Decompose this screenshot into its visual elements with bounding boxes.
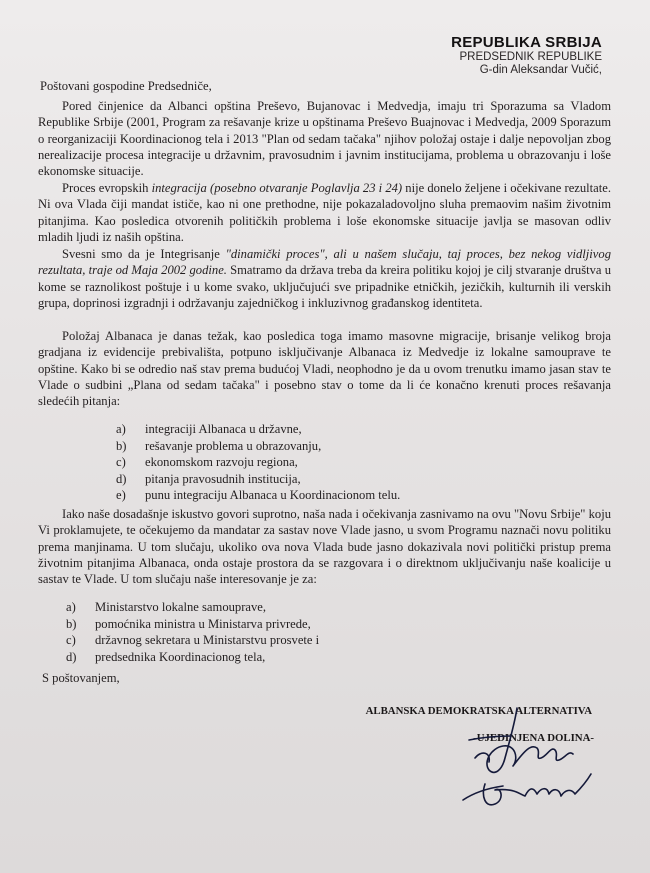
recipient-title: REPUBLIKA SRBIJA xyxy=(451,34,602,51)
closing: S poštovanjem, xyxy=(42,671,120,685)
signature-stroke xyxy=(487,708,573,772)
list-marker: b) xyxy=(66,616,77,631)
list-item-text: punu integraciju Albanaca u Koordinacionom telu. xyxy=(145,488,401,503)
list-marker: d) xyxy=(116,471,127,486)
letter-header xyxy=(451,34,602,77)
recipient-office: PREDSEDNIK REPUBLIKE xyxy=(459,51,602,63)
list-marker: d) xyxy=(66,649,77,664)
paragraph-3-part-a: Svesni smo da je Integrisanje xyxy=(62,247,226,261)
paragraph-2-emphasis: integracija (posebno otvaranje Poglavlja 23 i 24) xyxy=(151,181,403,195)
list-marker: b) xyxy=(116,438,127,453)
list-item-text: ekonomskom razvoju regiona, xyxy=(145,455,298,470)
paragraph-4: Položaj Albanaca je danas težak, kao posledica toga imamo masovne migracije, brisanje velikog broja gradjana iz evidencije prebivališta, potpuno isključivanje Albanaca iz Medvedje iz lokalne samouprave te opštine. Kako bi se odredio naš stav prema budućoj Vladi, neophodno je da u ovom trenutku imamo jasan stav te Vlade o sudbini „Plana od sedam tačaka" i posebno stav o tome da li će konačno krenuti proces rešavanja sledećih pitanja: xyxy=(38,329,611,409)
list-item xyxy=(116,487,400,504)
paragraph-3-part-c: Smatramo da država treba da kreira politiku kojoj je cilj stvaranje društva u kome se raznolikost poštuje i u kome svako, uključujući sve pripadnike etničkih, jezičkih, kulturnih ili verskih grupa, doprinosi izgradnji i održavanju zajedničkog i inkluzivnog građanskog identiteta. xyxy=(38,263,611,310)
list-item xyxy=(66,632,319,649)
list-item-text: integraciji Albanaca u državne, xyxy=(145,422,302,436)
list-marker: a) xyxy=(66,600,76,614)
paragraph-2-part-a: Proces evropskih xyxy=(62,181,152,195)
list-item-text: državnog sekretara u Ministarstvu prosvete i xyxy=(95,633,320,648)
issues-list xyxy=(116,421,400,504)
list-item xyxy=(66,649,319,666)
organization-name: ALBANSKA DEMOKRATSKA ALTERNATIVA xyxy=(365,705,592,717)
list-item xyxy=(66,599,319,616)
paragraph-3 xyxy=(38,246,611,311)
list-item-text: rešavanje problema u obrazovanju, xyxy=(145,438,322,453)
list-item xyxy=(66,616,319,633)
list-marker: c) xyxy=(116,455,126,470)
salutation: Poštovani gospodine Predsedniče, xyxy=(40,79,212,93)
list-item-text: Ministarstvo lokalne samouprave, xyxy=(95,600,267,614)
list-marker: a) xyxy=(116,422,126,436)
list-item xyxy=(116,454,400,471)
interests-list xyxy=(66,599,319,665)
signature-stroke xyxy=(483,774,591,805)
list-item-text: predsednika Koordinacionog tela, xyxy=(95,649,266,664)
paragraph-1: Pored činjenice da Albanci opština Preševo, Bujanovac i Medvedja, imaju tri Sporazuma sa Vladom Republike Srbije (2001, Program za rešavanje krize u opštinama Preševo Buajnovac i Medvedja, 2009 Sporazum o reorganizaciji Koordinacionog tela i 2013 "Plan od sedam tačaka" njihov položaj ostaje i dalje nepovoljan zbog nerealizacije procesa integracije u državnim, pravosudnim i javnim institucijama, problema u obrazovanju i loše ekonomske situacije. xyxy=(38,99,611,179)
paragraph-2-part-c: nije donelo željene i očekivane rezultate. Ni ova Vlada čiji mandat ističe, kao ni one prethodne, nije pokazaladovoljno sluha premaovim našim životnim pitanjima. Kao posledica otvorenih političkih problema i loše ekonomske situacije javlja se masovan odliv mladih ljudi iz naših opština. xyxy=(38,181,611,244)
paragraph-5: Iako naše dosadašnje iskustvo govori suprotno, naša nada i očekivanja zasnivamo na ovu "Novu Srbije" koju Vi proklamujete, te očekujemo da mandatar za sastav nove Vlade jasno, u svom Programu naznači novu politiku prema manjinama. U tom slučaju, ukoliko ova nova Vlada bude jasno dokazivala novi politički pristup prema životnim pitanjima Albanaca, onda ostaje prostora da se razgovara i o direktnom uključivanju naše koalicije u sastav te Vlade. U tom slučaju naše interesovanje je za: xyxy=(38,507,611,587)
recipient-name: G-din Aleksandar Vučić, xyxy=(479,64,602,76)
paragraph-2 xyxy=(38,180,611,245)
handwritten-signature xyxy=(455,700,605,820)
paragraph-3-emphasis: "dinamički proces", ali u našem slučaju, taj proces, bez nekog vidljivog rezultata, traje od Maja 2002 godine. xyxy=(38,247,611,278)
list-item xyxy=(116,421,400,438)
list-item-text: pomoćnika ministra u Ministarva privrede, xyxy=(95,616,311,631)
organization-subtitle: -UJEDINJENA DOLINA- xyxy=(473,732,594,744)
list-item xyxy=(116,471,400,488)
list-item-text: pitanja pravosudnih institucija, xyxy=(145,471,301,486)
list-marker: e) xyxy=(116,488,126,503)
list-marker: c) xyxy=(66,633,76,648)
list-item xyxy=(116,438,400,455)
